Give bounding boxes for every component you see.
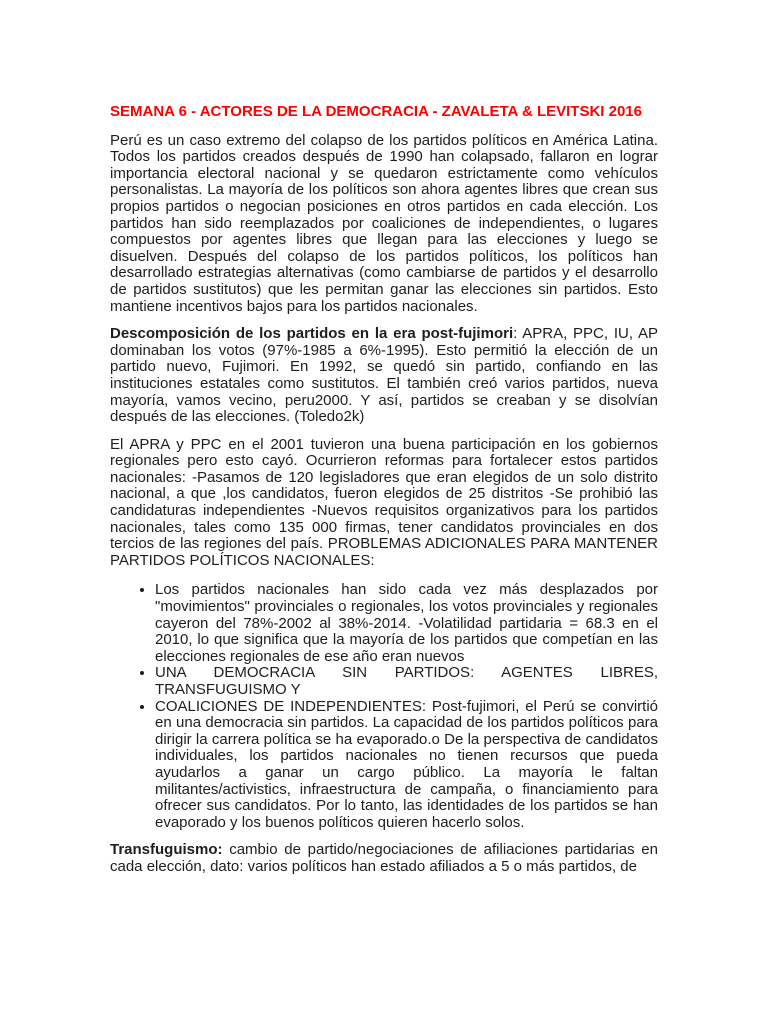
section-apra-ppc: El APRA y PPC en el 2001 tuvieron una buena participación en los gobiernos regionales pero esto cayó. Ocurrieron reformas para fortalecer estos partidos nacionales: -Pasamos de 120 legisladores que eran elegidos de un solo distrito nacional, a que ,los candidatos, fueron elegidos de 25 distritos -Se prohibió las candidaturas independientes -Nuevos requisitos organizativos para los partidos nacionales, tales como 135 000 firmas, tener candidatos provinciales en dos tercios de las regiones del país. PROBLEMAS ADICIONALES PARA MANTENER PARTIDOS POLÍTICOS NACIONALES: (110, 435, 658, 569)
list-item: • COALICIONES DE INDEPENDIENTES: Post-fujimori, el Perú se convirtió en una democracia sin partidos. La capacidad de los partidos políticos para dirigir la carrera política se ha evaporado.o De la perspectiva de candidatos individuales, los partidos nacionales no tienen recursos que pueda ayudarlos a ganar un cargo público. La mayoría le faltan militantes/activistics, infraestructura de campaña, o financiamiento para ofrecer sus candidatos. Por lo tanto, las identidades de los partidos se han evaporado y los buenos políticos quieren hacerlo solos. (155, 699, 658, 832)
section-text-post-fujimori: : APRA, PPC, IU, AP dominaban los votos (97%-1985 a 6%-1995). Esto permitió la elección de un partido nuevo, Fujimori. En 1992, se quedó sin partido, confiando en las instituciones estatales como sustitutos. El también creó varios partidos, nueva mayoría, vamos vecino, peru2000. Y así, partidos se creaban y se disolvían después de las elecciones. (Toledo2k) (110, 325, 658, 426)
section-heading-transfuguismo: Transfuguismo: (110, 841, 223, 859)
section-post-fujimori (110, 326, 658, 426)
list-item: • UNA DEMOCRACIA SIN PARTIDOS: AGENTES LIBRES, TRANSFUGUISMO Y (155, 665, 658, 698)
section-text-transfuguismo: cambio de partido/negociaciones de afiliaciones partidarias en cada elección, dato: varios políticos han estado afiliados a 5 o más partidos, de (110, 841, 658, 875)
section-transfuguismo (110, 842, 658, 875)
intro-paragraph: Perú es un caso extremo del colapso de los partidos políticos en América Latina. Todos los partidos creados después de 1990 han colapsado, fallaron en lograr importancia electoral nacional y se quedaron estrictamente como vehículos personalistas. La mayoría de los políticos son ahora agentes libres que crean sus propios partidos o negocian posiciones en otros partidos en cada elección. Los partidos han sido reemplazados por coaliciones de independientes, o lugares compuestos por agentes libres que llegan para las elecciones y luego se disuelven. Después del colapso de los partidos políticos, los políticos han desarrollado estrategias alternativas (como cambiarse de partidos y el desarrollo de partidos sustitutos) que les permitan ganar las elecciones sin partidos. Esto mantiene incentivos bajos para los partidos nacionales. (110, 131, 658, 315)
bullet-list (110, 582, 658, 831)
document-title: SEMANA 6 - ACTORES DE LA DEMOCRACIA - ZAVALETA & LEVITSKI 2016 (110, 103, 642, 120)
list-item: • Los partidos nacionales han sido cada vez más desplazados por "movimientos" provinciales o regionales, los votos provinciales y regionales cayeron del 78%-2002 al 38%-2014. -Volatilidad partidaria = 68.3 en el 2010, lo que significa que la mayoría de los partidos que competían en las elecciones regionales de ese año eran nuevos (155, 582, 658, 665)
section-heading-post-fujimori: Descomposición de los partidos en la era post-fujimori (110, 325, 514, 343)
